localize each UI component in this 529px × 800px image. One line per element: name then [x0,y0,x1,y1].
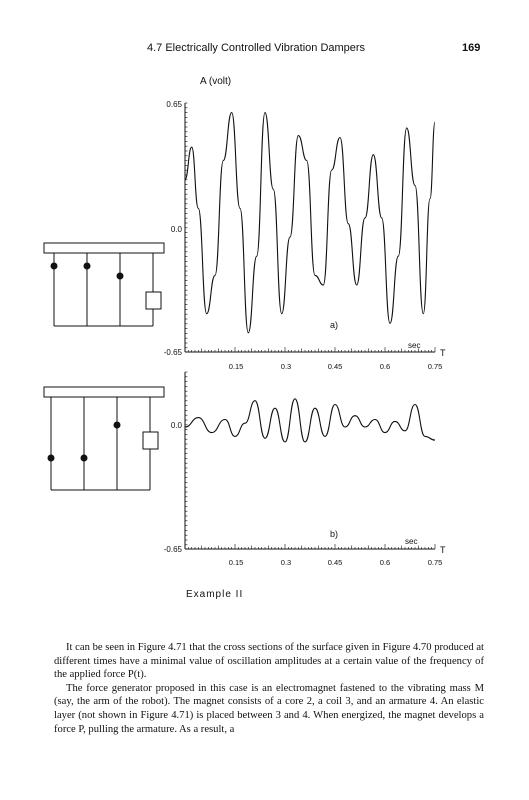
body-text [54,641,484,736]
page-number: 169 [462,42,481,54]
plot-b [164,372,446,567]
running-header [0,42,529,58]
x-tick-label: 0.6 [379,362,391,371]
x-axis-letter: T [440,348,446,358]
axis-ticks [185,103,435,352]
x-tick-label: 0.45 [327,558,343,567]
schematic-a-node [51,263,58,270]
y-tick-label: 0.0 [170,421,182,430]
x-tick-label: 0.15 [228,558,244,567]
schematic-a-mass [146,292,161,309]
x-unit-label: sec [405,537,418,546]
x-tick-label: 0.15 [228,362,244,371]
section-title: 4.7 Electrically Controlled Vibration Dampers [147,42,366,54]
y-axis-title: A (volt) [200,76,232,87]
x-tick-label: 0.45 [327,362,343,371]
x-tick-label: 0.3 [280,362,292,371]
schematic-b-mass [143,432,158,449]
x-axis-letter: T [440,545,446,555]
figure-4-71 [0,60,529,620]
schematic-b [44,387,164,490]
x-tick-labels [229,558,443,567]
panel-label-a: a) [330,320,339,330]
paragraph: It can be seen in Figure 4.71 that the cross sections of the surface given in Figure 4.70 produced at different times have a minimal value of oscillation amplitudes at a certain value of the frequency of the applied force P(t). [54,642,484,681]
axis-ticks [185,372,435,549]
plot-a [164,76,446,371]
schematic-b-beam [44,387,164,397]
y-tick-label: -0.65 [163,545,182,554]
y-tick-label: -0.65 [163,348,182,357]
figure-caption: Example II [186,589,244,600]
schematic-b-node [114,422,121,429]
schematic-a [44,243,164,326]
schematic-a-node [84,263,91,270]
y-tick-label: 0.0 [170,225,182,234]
schematic-a-node [117,273,124,280]
schematic-a-beam [44,243,164,253]
schematic-b-node [81,455,88,462]
series-line-a [185,113,435,333]
schematic-b-node [48,455,55,462]
x-unit-label: sec [408,341,421,350]
x-tick-label: 0.3 [280,558,292,567]
x-tick-label: 0.75 [427,558,443,567]
paragraph: The force generator proposed in this case is an electromagnet fastened to the vibrating mass M (say, the arm of the robot). The magnet consists of a core 2, a coil 3, and an armature 4. An elastic layer (not shown in Figure 4.71) is placed between 3 and 4. When energized, the magnet develops a force P, pulling the armature. As a result, a [54,682,484,735]
x-tick-label: 0.75 [427,362,443,371]
x-tick-labels [229,362,443,371]
panel-label-b: b) [330,529,339,539]
x-tick-label: 0.6 [379,558,391,567]
y-tick-label: 0.65 [166,100,182,109]
series-line-b [185,399,435,442]
